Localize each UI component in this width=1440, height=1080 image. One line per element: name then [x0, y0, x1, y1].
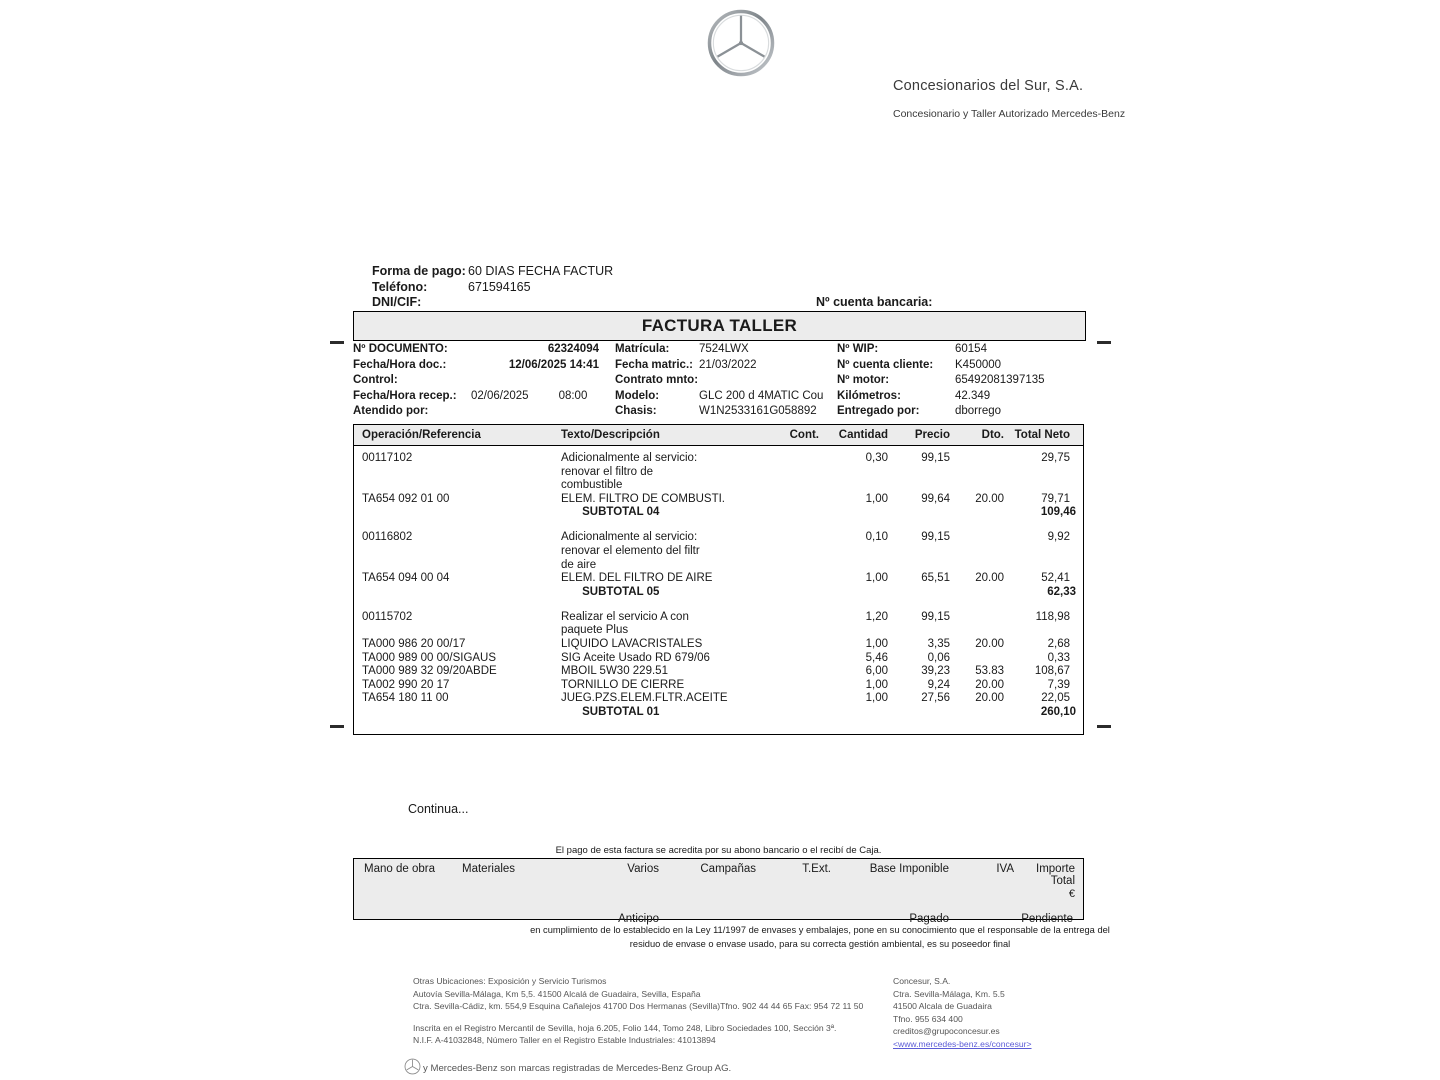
item-cantidad: 5,46	[865, 651, 888, 664]
table-row	[354, 452, 1083, 493]
totals-label-iva: IVA	[996, 863, 1014, 875]
subtotal-label: SUBTOTAL 04	[582, 506, 660, 519]
item-descripcion-line: MBOIL 5W30 229.51	[561, 665, 668, 678]
docinfo-value: 60154	[955, 343, 987, 355]
item-descripcion-line: paquete Plus	[561, 624, 629, 637]
item-referencia: 00117102	[362, 452, 413, 464]
meta-row-dni	[372, 295, 1092, 311]
item-cantidad: 1,00	[865, 492, 888, 505]
subtotal-spacer	[772, 506, 1012, 518]
table-row	[354, 679, 1083, 693]
table-row	[354, 572, 1083, 586]
item-descripcion	[561, 452, 757, 493]
item-referencia: TA000 989 00 00/SIGAUS	[362, 651, 497, 664]
docinfo-label: Kilómetros:	[837, 389, 901, 402]
item-dto: 20.00	[975, 572, 1004, 585]
item-cantidad: 1,00	[865, 637, 888, 650]
subtotal-value: 260,10	[1040, 705, 1076, 718]
footer-right-line-3: 41500 Alcala de Guadaira	[893, 1001, 992, 1012]
meta-row-forma-pago	[372, 264, 1092, 280]
table-row	[354, 531, 1083, 572]
telefono-label: Teléfono:	[372, 279, 428, 294]
docinfo-label: Fecha/Hora recep.:	[353, 389, 457, 402]
docinfo-cell	[837, 374, 1086, 386]
item-cantidad: 1,20	[865, 610, 888, 623]
docinfo-label: Nº motor:	[837, 374, 890, 387]
item-cantidad: 0,10	[865, 531, 888, 544]
subtotal-row	[354, 506, 1083, 518]
totals-label-varios: Varios	[627, 863, 659, 875]
footer-right-line-1: Concesur, S.A.	[893, 976, 951, 986]
docinfo-label: Modelo:	[615, 389, 660, 402]
table-row	[354, 652, 1083, 666]
meta-row-telefono	[372, 280, 1092, 296]
cuenta-bancaria-label: Nº cuenta bancaria:	[816, 295, 933, 309]
law-note-line-1: en cumplimiento de lo establecido en la Ley 11/1997 de envases y embalajes, pone en su conocimiento que el responsable de la entrega del	[530, 925, 1110, 935]
totals-label-mano-obra: Mano de obra	[364, 863, 435, 875]
item-descripcion-line: renovar el elemento del filtr	[561, 544, 700, 557]
totals-label-pendiente: Pendiente	[1021, 913, 1073, 925]
invoice-title-banner	[353, 311, 1086, 341]
item-total-neto: 52,41	[1041, 572, 1070, 585]
crop-mark-right-bottom	[1097, 725, 1111, 728]
item-descripcion-line: de aire	[561, 558, 597, 571]
item-descripcion	[561, 638, 757, 652]
line-items-body	[353, 446, 1084, 735]
docinfo-value: K450000	[955, 358, 1002, 371]
footer-left-line-1: Otras Ubicaciones: Exposición y Servicio Turismos	[413, 976, 607, 986]
docinfo-value: 02/06/2025	[471, 389, 529, 402]
docinfo-label: Matrícula:	[615, 343, 670, 355]
item-precio: 27,56	[921, 692, 950, 705]
table-row	[354, 611, 1083, 638]
line-items-header-row	[353, 424, 1084, 446]
subtotal-row	[354, 586, 1083, 598]
footer-right-line-2: Ctra. Sevilla-Málaga, Km. 5.5	[893, 988, 1005, 999]
footer-left-line-5: N.I.F. A-41032848, Número Taller en el Registro Estable Industriales: 41013894	[413, 1035, 716, 1046]
item-referencia: TA654 092 01 00	[362, 492, 450, 505]
docinfo-label: Nº cuenta cliente:	[837, 358, 934, 371]
item-descripcion	[561, 572, 757, 586]
totals-payment-row	[354, 900, 1083, 925]
company-identity	[893, 78, 1323, 120]
column-header-precio: Precio	[914, 429, 950, 441]
crop-mark-left-bottom	[330, 725, 344, 728]
item-precio: 9,24	[927, 678, 950, 691]
docinfo-label: Control:	[353, 374, 398, 387]
item-descripcion-line: TORNILLO DE CIERRE	[561, 678, 685, 691]
docinfo-value-secondary: 08:00	[558, 389, 588, 402]
item-referencia: 00115702	[362, 610, 413, 623]
docinfo-label: Nº DOCUMENTO:	[353, 343, 448, 355]
group-spacer	[354, 598, 1083, 611]
column-header-total-neto: Total Neto	[1014, 429, 1070, 441]
table-row	[354, 638, 1083, 652]
docinfo-cell	[615, 405, 837, 417]
item-descripcion-line: ELEM. DEL FILTRO DE AIRE	[561, 572, 713, 585]
table-row	[354, 493, 1083, 507]
item-referencia: 00116802	[362, 531, 413, 544]
footer-right-email: creditos@grupoconcesur.es	[893, 1026, 1000, 1037]
subtotal-row	[354, 706, 1083, 718]
item-referencia: TA002 990 20 17	[362, 678, 450, 691]
totals-label-pagado: Pagado	[909, 913, 949, 925]
item-total-neto: 9,92	[1047, 531, 1070, 544]
docinfo-value: 12/06/2025 14:41	[508, 358, 599, 371]
crop-mark-right-top	[1097, 341, 1111, 344]
crop-mark-left-top	[330, 341, 344, 344]
item-descripcion-line: Adicionalmente al servicio:	[561, 531, 698, 544]
item-descripcion-line: JUEG.PZS.ELEM.FLTR.ACEITE	[561, 692, 728, 705]
item-descripcion-line: Adicionalmente al servicio:	[561, 452, 698, 464]
column-header-referencia: Operación/Referencia	[362, 429, 481, 441]
docinfo-cell	[615, 343, 837, 355]
law-note-line-2: residuo de envase o envase usado, para su correcta gestión ambiental, es su poseedor final	[629, 938, 1011, 949]
column-header-descripcion: Texto/Descripción	[561, 429, 660, 441]
item-cantidad: 1,00	[865, 572, 888, 585]
payment-note: El pago de esta factura se acredita por su abono bancario o el recibí de Caja.	[555, 845, 882, 856]
item-descripcion	[561, 679, 757, 693]
docinfo-label: Fecha matric.:	[615, 358, 693, 371]
subtotal-label: SUBTOTAL 01	[582, 705, 660, 718]
mercedes-star-icon	[706, 8, 776, 83]
totals-header-row	[354, 859, 1083, 887]
docinfo-cell	[837, 359, 1086, 371]
document-info-row	[353, 374, 1086, 390]
item-descripcion-line: SIG Aceite Usado RD 679/06	[561, 651, 710, 664]
packaging-law-note	[490, 924, 1150, 951]
item-dto: 53.83	[975, 665, 1004, 678]
item-descripcion-line: Realizar el servicio A con	[561, 610, 689, 623]
docinfo-value: 62324094	[547, 343, 599, 355]
totals-label-importe-total: Importe Total	[1036, 863, 1075, 887]
docinfo-cell	[837, 343, 1086, 355]
footer-left-line-4: Inscrita en el Registro Mercantil de Sevilla, hoja 6.205, Folio 144, Tomo 248, Libro Sociedades 100, Sección 3ª.	[413, 1022, 837, 1033]
item-referencia: TA000 986 20 00/17	[362, 637, 466, 650]
footer-right-block	[893, 975, 1032, 1051]
docinfo-cell	[837, 405, 1086, 417]
item-descripcion	[561, 493, 757, 507]
currency-symbol: €	[1068, 888, 1075, 900]
docinfo-cell	[837, 390, 1086, 402]
docinfo-value: 65492081397135	[955, 374, 1045, 387]
footer-left-line-2: Autovía Sevilla-Málaga, Km 5,5. 41500 Alcalá de Guadaira, Sevilla, España	[413, 988, 701, 999]
totals-label-anticipo: Anticipo	[618, 913, 659, 925]
item-total-neto: 0,33	[1047, 651, 1070, 664]
line-items-table	[353, 424, 1084, 735]
item-descripcion-line: ELEM. FILTRO DE COMBUSTI.	[561, 492, 725, 505]
item-precio: 65,51	[921, 572, 950, 585]
item-cantidad: 6,00	[865, 665, 888, 678]
docinfo-cell	[615, 390, 837, 402]
totals-table	[353, 858, 1084, 925]
item-cantidad: 1,00	[865, 678, 888, 691]
subtotal-spacer	[354, 706, 555, 718]
item-precio: 39,23	[921, 665, 950, 678]
item-descripcion	[561, 531, 757, 572]
item-precio: 99,15	[921, 452, 950, 464]
docinfo-label: Atendido por:	[353, 405, 429, 418]
item-referencia: TA654 094 00 04	[362, 572, 450, 585]
docinfo-cell	[353, 390, 615, 402]
docinfo-label: Chasis:	[615, 405, 657, 418]
subtotal-spacer	[354, 586, 555, 598]
column-header-dto: Dto.	[981, 429, 1004, 441]
item-dto: 20.00	[975, 692, 1004, 705]
item-descripcion	[561, 665, 757, 679]
document-info-row	[353, 343, 1086, 359]
subtotal-value: 109,46	[1040, 506, 1076, 519]
item-total-neto: 29,75	[1041, 452, 1070, 464]
item-dto: 20.00	[975, 678, 1004, 691]
item-cantidad: 1,00	[865, 692, 888, 705]
table-row	[354, 665, 1083, 679]
document-info-row	[353, 405, 1086, 421]
item-total-neto: 108,67	[1034, 665, 1070, 678]
item-total-neto: 22,05	[1041, 692, 1070, 705]
item-precio: 99,15	[921, 531, 950, 544]
invoice-meta	[372, 264, 1092, 311]
docinfo-value: 7524LWX	[699, 343, 749, 355]
totals-label-base-imponible: Base Imponible	[869, 863, 949, 875]
forma-pago-label: Forma de pago:	[372, 264, 466, 278]
company-subtitle: Concesionario y Taller Autorizado Mercedes-Benz	[893, 108, 1126, 120]
item-referencia: TA654 180 11 00	[362, 692, 449, 705]
footer-left-block	[413, 975, 863, 1047]
item-precio: 0,06	[927, 651, 950, 664]
page-title: FACTURA TALLER	[641, 316, 798, 335]
totals-label-text: T.Ext.	[802, 863, 831, 875]
docinfo-cell	[353, 374, 615, 386]
group-spacer	[354, 518, 1083, 531]
subtotal-spacer	[354, 506, 555, 518]
docinfo-label: Nº WIP:	[837, 343, 879, 355]
item-total-neto: 7,39	[1047, 678, 1070, 691]
item-cantidad: 0,30	[865, 452, 888, 464]
telefono-value: 671594165	[468, 279, 531, 294]
table-row	[354, 692, 1083, 706]
footer-left-spacer	[413, 1013, 863, 1022]
docinfo-value: GLC 200 d 4MATIC Cou	[699, 389, 824, 402]
document-info-row	[353, 390, 1086, 406]
item-descripcion-line: LIQUIDO LAVACRISTALES	[561, 637, 703, 650]
subtotal-spacer	[772, 586, 1012, 598]
subtotal-value: 62,33	[1047, 585, 1076, 598]
docinfo-label: Contrato mnto:	[615, 374, 699, 387]
docinfo-value: 42.349	[955, 389, 991, 402]
forma-pago-value: 60 DIAS FECHA FACTUR	[468, 264, 614, 278]
item-descripcion	[561, 611, 757, 638]
item-precio: 3,35	[927, 637, 950, 650]
trademark-notice	[404, 1058, 731, 1078]
docinfo-cell	[353, 343, 615, 355]
footer-website-link[interactable]: <www.mercedes-benz.es/concesur>	[893, 1038, 1032, 1049]
docinfo-cell	[615, 359, 837, 371]
totals-label-campanas: Campañas	[700, 863, 756, 875]
docinfo-value: W1N2533161G058892	[699, 405, 817, 418]
subtotal-spacer	[772, 706, 1012, 718]
document-info-grid	[353, 343, 1086, 421]
item-descripcion	[561, 652, 757, 666]
document-info-row	[353, 359, 1086, 375]
item-precio: 99,64	[921, 492, 950, 505]
footer-right-line-4: Tfno. 955 634 400	[893, 1013, 963, 1024]
totals-label-materiales: Materiales	[462, 863, 516, 875]
mercedes-star-small-icon	[404, 1058, 421, 1078]
item-referencia: TA000 989 32 09/20ABDE	[362, 665, 497, 678]
docinfo-value: 21/03/2022	[699, 358, 757, 371]
footer-left-line-3: Ctra. Sevilla-Cádiz, km. 554,9 Esquina Cañalejos 41700 Dos Hermanas (Sevilla)Tfno. 902 44 44 65 Fax: 954 72 11 50	[413, 1001, 864, 1012]
dni-label: DNI/CIF:	[372, 295, 422, 309]
item-descripcion-line: renovar el filtro de	[561, 465, 654, 478]
continuation-note: Continua...	[408, 802, 469, 816]
item-precio: 99,15	[921, 610, 950, 623]
item-total-neto: 118,98	[1035, 610, 1070, 623]
column-header-cantidad: Cantidad	[838, 429, 888, 441]
docinfo-cell	[353, 405, 615, 417]
item-descripcion	[561, 692, 757, 706]
docinfo-value: dborrego	[955, 405, 1002, 418]
docinfo-cell	[353, 359, 615, 371]
company-name: Concesionarios del Sur, S.A.	[893, 78, 1084, 94]
item-total-neto: 2,68	[1047, 637, 1070, 650]
subtotal-label: SUBTOTAL 05	[582, 585, 660, 598]
item-total-neto: 79,71	[1041, 492, 1070, 505]
docinfo-label: Entregado por:	[837, 405, 920, 418]
item-dto: 20.00	[975, 637, 1004, 650]
docinfo-label: Fecha/Hora doc.:	[353, 358, 447, 371]
column-header-cont: Cont.	[789, 429, 819, 441]
docinfo-cell	[615, 374, 837, 386]
item-descripcion-line: combustible	[561, 479, 623, 492]
item-dto: 20.00	[975, 492, 1004, 505]
trademark-text: y Mercedes-Benz son marcas registradas de Mercedes-Benz Group AG.	[423, 1062, 732, 1074]
